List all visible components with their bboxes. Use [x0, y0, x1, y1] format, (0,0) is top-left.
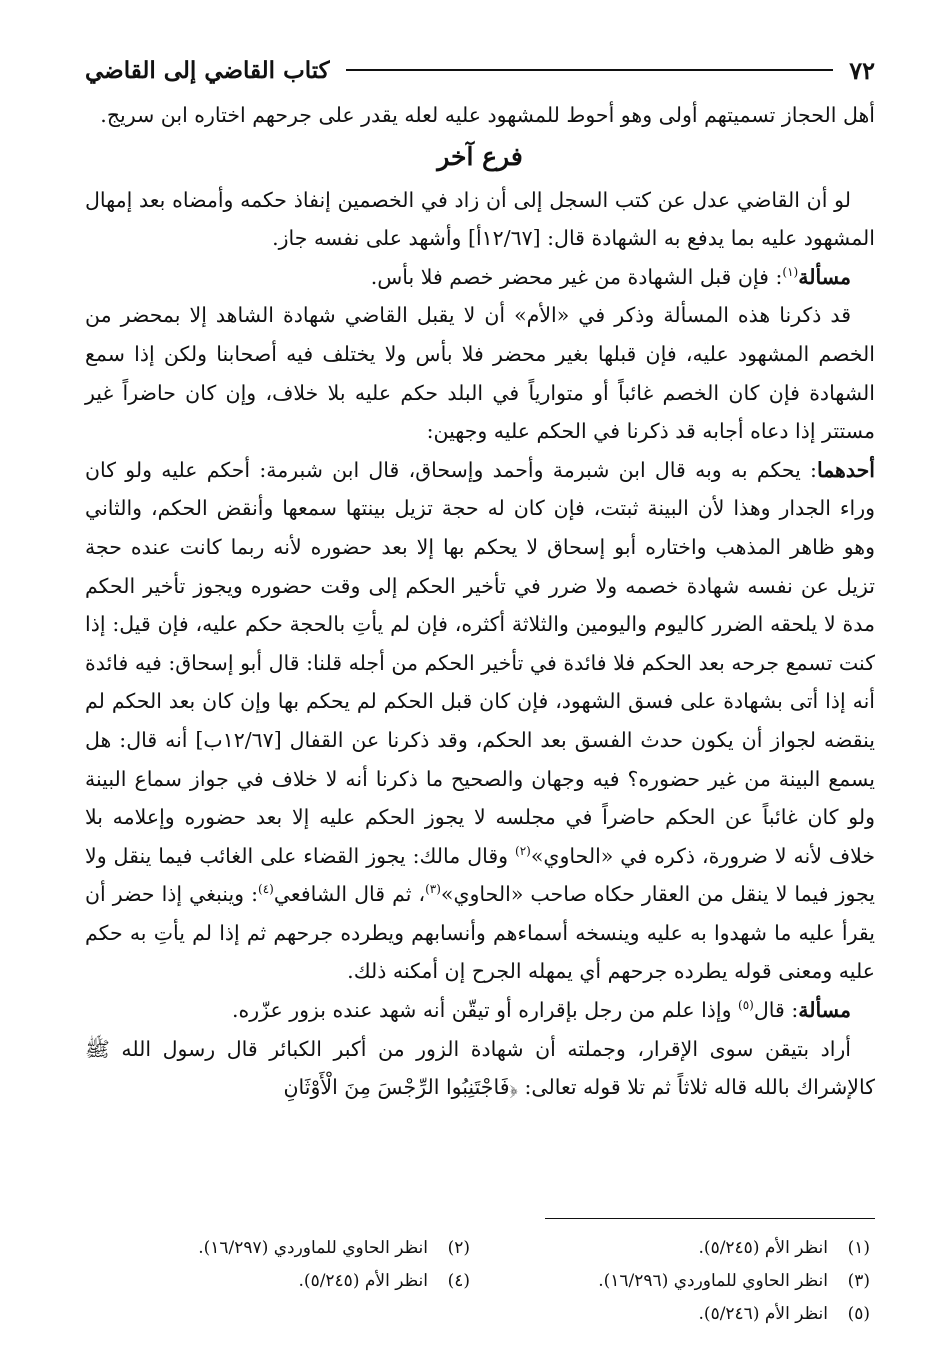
first-view-label: أحدهما: [816, 457, 875, 482]
footnote-separator: [545, 1218, 875, 1219]
footnote-text: انظر الأم (٥/٢٤٦).: [698, 1304, 828, 1324]
footnote-ref-2[interactable]: (٢): [515, 843, 531, 858]
paragraph-5-text-c: ، ثم قال الشافعي: [273, 882, 426, 907]
footnote-4: [100, 1265, 470, 1298]
paragraph-5-text-d: : وينبغي إذا حضر أن يقرأ عليه ما شهدوا به عليه وينسخه أسماءهم وأنسابهم ويطرده جرحهم ثم إذا لم يأتِ به حكم عليه ومعنى قوله يطرده جرحهم أي يمهله الجرح إن أمكنه ذلك.: [85, 882, 875, 984]
footnote-text: انظر الحاوي للماوردي (١٦/٢٩٦).: [598, 1271, 828, 1291]
footnotes: [100, 1232, 870, 1331]
footnote-number: (٣): [847, 1271, 870, 1291]
footnote-text: انظر الأم (٥/٢٤٥).: [298, 1271, 428, 1291]
paragraph-6-text-a: : قال: [753, 998, 799, 1023]
masala-label-2: مسألة: [798, 998, 851, 1023]
paragraph-6-text-b: وإذا علم من رجل بإقراره أو تيقّن أنه شهد عنده بزور عزّره.: [231, 998, 739, 1023]
paragraph-3-text: : فإن قبل الشهادة من غير محضر خصم فلا بأس.: [370, 264, 783, 289]
paragraph-5-text-b: وقال مالك: يجوز القضاء على الغائب فيما ينقل ولا يجوز فيما لا ينقل من العقار حكاه صاحب «الحاوي»: [85, 843, 875, 907]
paragraph-1: أهل الحجاز تسميتهم أولى وهو أحوط للمشهود عليه لعله يقدر على جرحهم اختاره ابن سريج.: [100, 103, 875, 127]
footnote-number: (٥): [847, 1304, 870, 1324]
paragraph-2: لو أن القاضي عدل عن كتب السجل إلى أن زاد في الخصمين إنفاذ حكمه وأمضاه بعد إمهال المشهود عليه بما يدفع به الشهادة قال: [١٢/٦٧أ] وأشهد على نفسه جاز.: [85, 187, 875, 251]
masala-label: مسألة: [798, 264, 851, 289]
paragraph-5-text-a: : يحكم به وبه قال ابن شبرمة وأحمد وإسحاق، قال ابن شبرمة: أحكم عليه ولو كان وراء الجدار وهذا لأن البينة ثبتت، فإن كان له حجة تزيل بينتها سمعها وأنقض الحكم، والثاني وهو ظاهر المذهب واختاره أبو إسحاق لا يحكم بها إلا بعد حضوره لأنه ربما كانت عنده حجة تزيل عن نفسه شهادة خصمه ولا ضرر في تأخير الحكم إلى وقت حضوره ويجوز تأخير الحكم مدة لا يلحقه الضرر كاليوم واليومين والثلاثة أكثره، فإن لم يأتِ بالحجة حكم عليه، فإن قيل: إذا كنت تسمع جرحه بعد الحكم فلا فائدة في تأخير الحكم من أجله قلنا: قال أبو إسحاق: فيه فائدة أنه إذا أتى بشهادة على فسق الشهود، فإن كان قبل الحكم لم يحكم بها وإن كان بعد الحكم لم ينقضه لجواز أن يكون حدث الفسق بعد الحكم، وقد ذكرنا عن القفال [١٢/٦٧ب] أنه قال: هل يسمع البينة من غير حضوره؟ فيه وجهان والصحيح ما ذكرنا أنه لا خلاف في جواز سماع البينة ولو كان غائباً عن الحكم حاضراً في مجلسه لا يجوز الحكم عليه إلا بعد حضوره وإعلامه بلا خلاف لأنه لا ضرورة، ذكره في «الحاوي»: [85, 457, 876, 868]
paragraph-7: أراد بتيقن سوى الإقرار، وجملته أن شهادة الزور من أكبر الكبائر قال رسول الله ﷺ كالإشراك بالله قاله ثلاثاً ثم تلا قوله تعالى: ﴿فَاجْتَنِبُوا الرِّجْسَ مِنَ الْأَوْثَانِ: [85, 1036, 875, 1100]
main-text: [85, 96, 875, 1107]
paragraph-5: [85, 451, 875, 991]
footnote-3: [500, 1265, 870, 1298]
running-title: كتاب القاضي إلى القاضي: [85, 56, 330, 84]
paragraph-6: [85, 991, 875, 1030]
page-header: [85, 50, 875, 90]
footnote-number: (٢): [447, 1238, 470, 1258]
footnote-2: [100, 1232, 470, 1265]
footnote-ref-3[interactable]: (٣): [425, 882, 441, 897]
footnote-5: [500, 1298, 870, 1331]
footnote-1: [500, 1232, 870, 1265]
footnote-ref-1[interactable]: (١): [782, 264, 799, 279]
footnote-number: (١): [847, 1238, 870, 1258]
section-heading: فرع آخر: [437, 141, 523, 171]
footnote-text: انظر الحاوي للماوردي (١٦/٢٩٧).: [198, 1238, 428, 1258]
header-rule: [346, 69, 834, 71]
page-number: ٧٢: [849, 55, 875, 85]
footnote-text: انظر الأم (٥/٢٤٥).: [698, 1238, 828, 1258]
paragraph-3: [85, 258, 875, 297]
paragraph-4: قد ذكرنا هذه المسألة وذكر في «الأم» أن لا يقبل القاضي شهادة الشاهد إلا بمحضر من الخصم المشهود عليه، فإن قبلها بغير محضر فلا بأس ولا يختلف فيه أصحابنا ولكن إذا سمع الشهادة فإن كان الخصم غائباً أو متوارياً في البلد حكم عليه بلا خلاف، وإن كان حاضراً غير مستتر إذا دعاه أجابه قد ذكرنا في الحكم عليه وجهين:: [85, 303, 875, 444]
footnote-ref-5[interactable]: (٥): [738, 998, 754, 1013]
footnote-number: (٤): [447, 1271, 470, 1291]
footnote-ref-4[interactable]: (٤): [258, 882, 274, 897]
